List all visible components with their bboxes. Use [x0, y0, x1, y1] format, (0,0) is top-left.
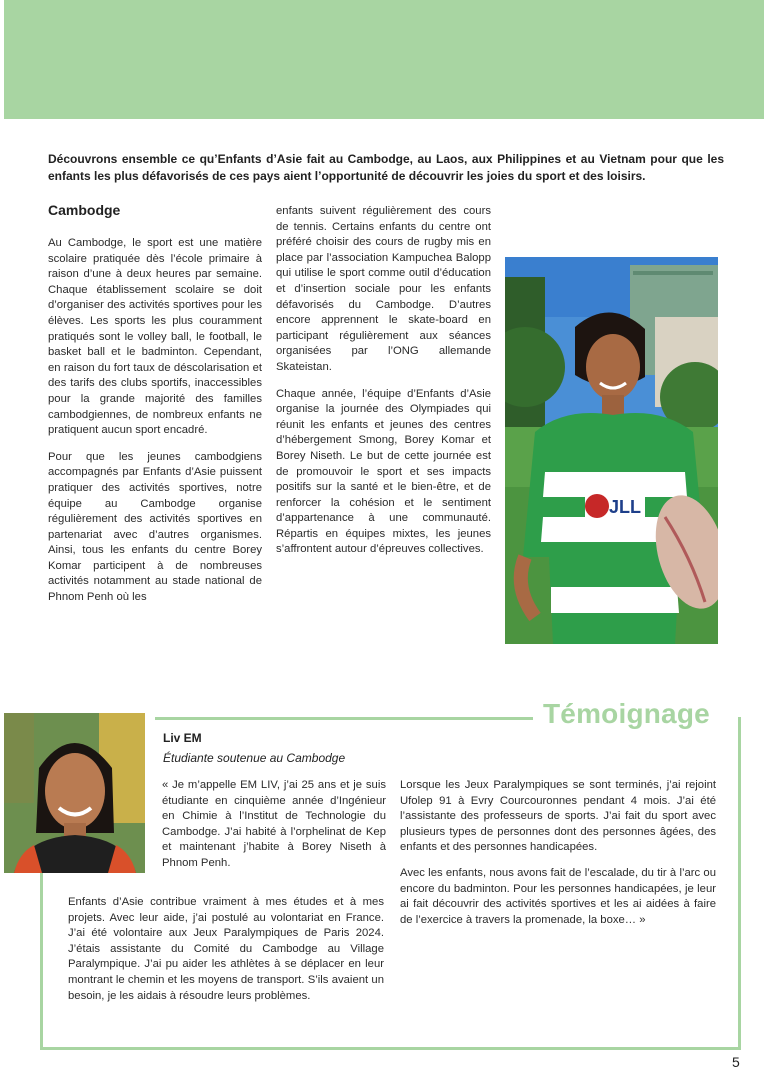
testimonial-paragraph: Lorsque les Jeux Paralympiques se sont terminés, j’ai rejoint Ufolep 91 à Evry Courcouronnes pendant 4 mois. J’ai été l’assistante des professeurs de sports. J’ai fait du sport avec plusieurs types de personnes dont des personnes âgées, des enfants et des personnes handicapées.	[400, 779, 716, 854]
testimonial-frame-right	[738, 717, 741, 1050]
testimonial-paragraph: « Je m’appelle EM LIV, j’ai 25 ans et je suis étudiante en cinquième année d’Ingénieur en Chimie à l’Institut de Technologie du Cambodge. J’ai habité à l’orphelinat de Kep et maintenant j’habite à Borey Niseth à Phnom Penh.	[162, 779, 386, 869]
article-paragraph: Pour que les jeunes cambodgiens accompagnés par Enfants d’Asie puissent pratiquer des activités sportives, notre équipe au Cambodge organise régulièrement des activités sportives en partenariat avec d’autres organismes. Ainsi, tous les enfants du centre Borey Komar participent à de nombreuses activités notamment au stade national de Phnom Penh où les	[48, 450, 262, 604]
rugby-player-photo	[505, 257, 718, 644]
article-paragraph: enfants suivent régulièrement des cours de tennis. Certains enfants du centre ont préféré choisir des cours de rugby mis en place par l’association Kampuchea Balopp qui utilise le sport comme outil d’éducation et d’insertion sociale pour les enfants défavorisés du Cambodge. D’autres encore apprennent le skate-board en participant régulièrement aux séances organisées par l’ONG allemande Skateistan.	[276, 205, 491, 373]
testimonial-block-3	[400, 778, 716, 938]
jersey-logo-text: JLL	[609, 497, 642, 517]
header-banner	[4, 0, 764, 119]
article-column-2	[276, 204, 491, 569]
intro-paragraph: Découvrons ensemble ce qu’Enfants d’Asie fait au Cambodge, au Laos, aux Philippines et au Vietnam pour que les enfants les plus défavorisés de ces pays aient l’opportunité de découvrir les joies du sport et des loisirs.	[48, 152, 724, 183]
article-paragraph: Au Cambodge, le sport est une matière scolaire pratiquée dès l’école primaire à raison d’une à deux heures par semaine. Chaque établissement scolaire se doit d’organiser des activités sportives pour les élèves. Les sports les plus couramment pratiqués sont le volley ball, le football, le basket ball et le badminton. Cependant, en raison du fort taux de déscolarisation et des tarifs des clubs sportifs, inaccessibles pour la grande majorité des familles cambodgiennes, de nombreux enfants ne pratiquent aucun sport encadré.	[48, 237, 262, 437]
testimonial-name: Liv EM	[163, 731, 202, 745]
testimonial-role: Étudiante soutenue au Cambodge	[163, 751, 346, 765]
article-column-1	[48, 236, 262, 617]
article-paragraph: Chaque année, l’équipe d’Enfants d’Asie organise la journée des Olympiades qui réunit les enfants et jeunes des centres d’hébergement Smong, Borey Komar et Borey Niseth. Le but de cette journée est de promouvoir le sport et ses impacts positifs sur la santé et le bien-être, et de renforcer la cohésion et le sentiment d’appartenance à une communauté. Répartis en équipes mixtes, les jeunes s’affrontent autour d’épreuves collectives.	[276, 387, 491, 556]
page-number: 5	[732, 1054, 740, 1070]
testimonial-block-2	[68, 895, 384, 1014]
testimonial-paragraph: Enfants d’Asie contribue vraiment à mes études et à mes projets. Avec leur aide, j’ai postulé au volontariat en France. J’ai été volontaire aux Jeux Paralympiques de Paris 2024. J’étais assistante du Comité du Cambodge au Village Paralympique. J’ai pu aider les athlètes à se déplacer en leur montrant le chemin et les moyens de transport. S’ils avaient un besoin, je les aidais à résoudre leurs problèmes.	[68, 896, 384, 1002]
testimonial-frame-left	[40, 873, 43, 1050]
section-title: Cambodge	[48, 202, 121, 218]
testimonial-heading: Témoignage	[543, 698, 710, 729]
liv-portrait-photo	[4, 713, 145, 873]
testimonial-paragraph: Avec les enfants, nous avons fait de l’escalade, du tir à l’arc ou encore du badminton. Pour les personnes handicapées, je leur ai fait découvrir des activités sportives et les ai aidées à faire de l’exercice à travers la promenade, la boxe… »	[400, 866, 716, 926]
testimonial-frame-top	[155, 717, 533, 720]
testimonial-frame-bottom	[40, 1047, 741, 1050]
testimonial-block-1	[162, 778, 386, 882]
